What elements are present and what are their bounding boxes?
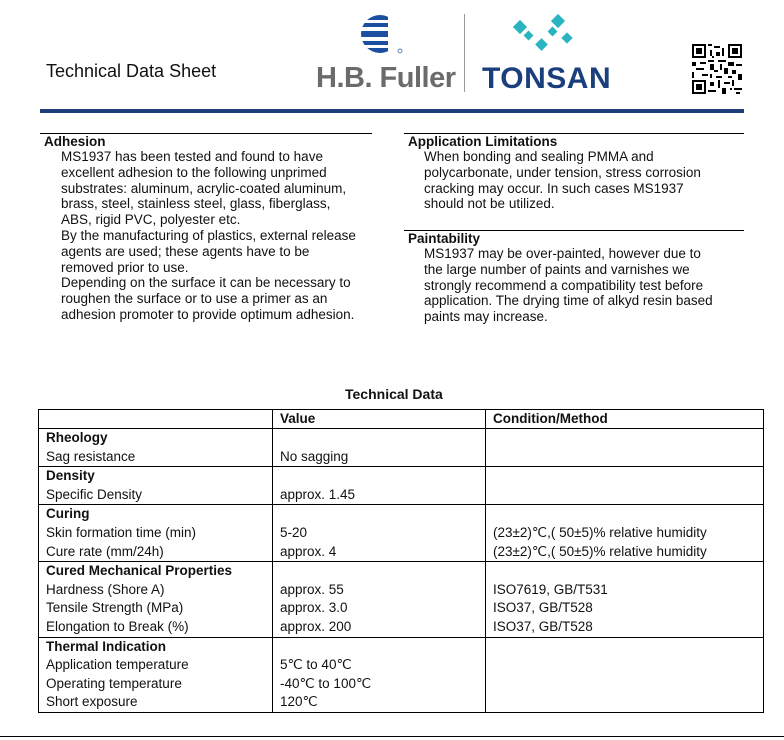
adhesion-line: adhesion promoter to provide optimum adhesion.	[61, 306, 355, 322]
paintability-body	[404, 246, 744, 325]
table-row	[39, 467, 764, 505]
property-cell: Operating temperature	[46, 675, 182, 691]
adhesion-body	[40, 149, 372, 323]
adhesion-line: roughen the surface or to use a primer as an	[61, 291, 328, 307]
method-cell: (23±2)℃,( 50±5)% relative humidity	[493, 543, 707, 559]
group-name-density: Density	[46, 468, 95, 484]
header-rule	[40, 109, 744, 113]
value-cell: -40℃ to 100℃	[280, 675, 372, 691]
application-limitations-line: When bonding and sealing PMMA and	[424, 149, 654, 164]
paintability-line: paints may increase.	[424, 309, 548, 325]
application-limitations-line: polycarbonate, under tension, stress corrosion	[424, 164, 701, 180]
method-cell: ISO37, GB/T528	[493, 618, 593, 634]
method-cell: ISO7619, GB/T531	[493, 581, 608, 597]
application-limitations-heading: Application Limitations	[404, 133, 744, 149]
qr-code-icon[interactable]	[692, 44, 742, 94]
paintability-heading: Paintability	[404, 230, 744, 246]
adhesion-line: brass, steel, stainless steel, glass, fiberglass,	[61, 196, 331, 212]
property-cell: Tensile Strength (MPa)	[46, 600, 184, 616]
tonsan-wordmark: TONSAN	[482, 62, 612, 95]
adhesion-heading: Adhesion	[40, 133, 372, 149]
adhesion-line: substrates: aluminum, acrylic-coated aluminum,	[61, 180, 347, 196]
group-name-rheology: Rheology	[46, 430, 108, 445]
adhesion-line: excellent adhesion to the following unprimed	[61, 164, 327, 180]
paintability-line: MS1937 may be over-painted, however due to	[424, 246, 701, 261]
value-cell: approx. 4	[280, 543, 337, 559]
adhesion-line: removed prior to use.	[61, 259, 189, 275]
property-cell: Application temperature	[46, 657, 189, 673]
value-cell: approx. 55	[280, 581, 344, 597]
value-cell: approx. 1.45	[280, 486, 356, 502]
value-cell: No sagging	[280, 448, 349, 464]
adhesion-line: MS1937 has been tested and found to have	[61, 149, 323, 164]
table-row	[39, 505, 764, 562]
table-row	[39, 562, 764, 637]
application-limitations-line: cracking may occur. In such cases MS1937	[424, 180, 684, 196]
application-limitations-section	[404, 133, 744, 212]
property-cell: Specific Density	[46, 486, 143, 502]
property-cell: Elongation to Break (%)	[46, 618, 189, 634]
value-cell: approx. 200	[280, 618, 352, 634]
table-row	[39, 637, 764, 712]
group-name-curing: Curing	[46, 506, 90, 522]
technical-data-table	[38, 409, 764, 713]
document-title: Technical Data Sheet	[46, 61, 217, 81]
value-cell: approx. 3.0	[280, 600, 348, 616]
property-cell: Skin formation time (min)	[46, 524, 197, 540]
column-header-value: Value	[273, 410, 486, 429]
application-limitations-body	[404, 149, 744, 212]
paintability-line: the large number of paints and varnishes we	[424, 261, 690, 277]
hb-fuller-wordmark: H.B. Fuller	[316, 62, 456, 94]
tonsan-logo-icon	[513, 14, 573, 58]
technical-data-title: Technical Data	[345, 386, 443, 402]
table-header-row	[39, 410, 764, 429]
application-limitations-line: should not be utilized.	[424, 196, 555, 212]
page-bottom-rule	[0, 736, 784, 737]
column-header-property	[39, 410, 273, 429]
paintability-line: application. The drying time of alkyd resin based	[424, 293, 713, 309]
value-cell: 120℃	[280, 694, 318, 710]
group-name-mechanical: Cured Mechanical Properties	[46, 563, 233, 579]
property-cell: Short exposure	[46, 694, 138, 710]
property-cell: Sag resistance	[46, 448, 136, 464]
value-cell: 5-20	[280, 524, 308, 540]
property-cell: Cure rate (mm/24h)	[46, 543, 164, 559]
paintability-section	[404, 230, 744, 325]
adhesion-section	[40, 133, 372, 323]
adhesion-line: By the manufacturing of plastics, external release	[61, 227, 356, 243]
method-cell: (23±2)℃,( 50±5)% relative humidity	[493, 524, 707, 540]
value-cell: 5℃ to 40℃	[280, 657, 352, 673]
group-name-thermal: Thermal Indication	[46, 638, 167, 654]
header-divider	[464, 14, 465, 92]
table-row	[39, 429, 764, 467]
property-cell: Hardness (Shore A)	[46, 581, 165, 597]
column-header-method: Condition/Method	[486, 410, 764, 429]
adhesion-line: ABS, rigid PVC, polyester etc.	[61, 212, 241, 228]
method-cell: ISO37, GB/T528	[493, 600, 593, 616]
adhesion-line: agents are used; these agents have to be	[61, 243, 310, 259]
hb-fuller-logo-icon	[361, 14, 403, 54]
adhesion-line: Depending on the surface it can be necessary to	[61, 275, 351, 291]
paintability-line: strongly recommend a compatibility test before	[424, 277, 704, 293]
